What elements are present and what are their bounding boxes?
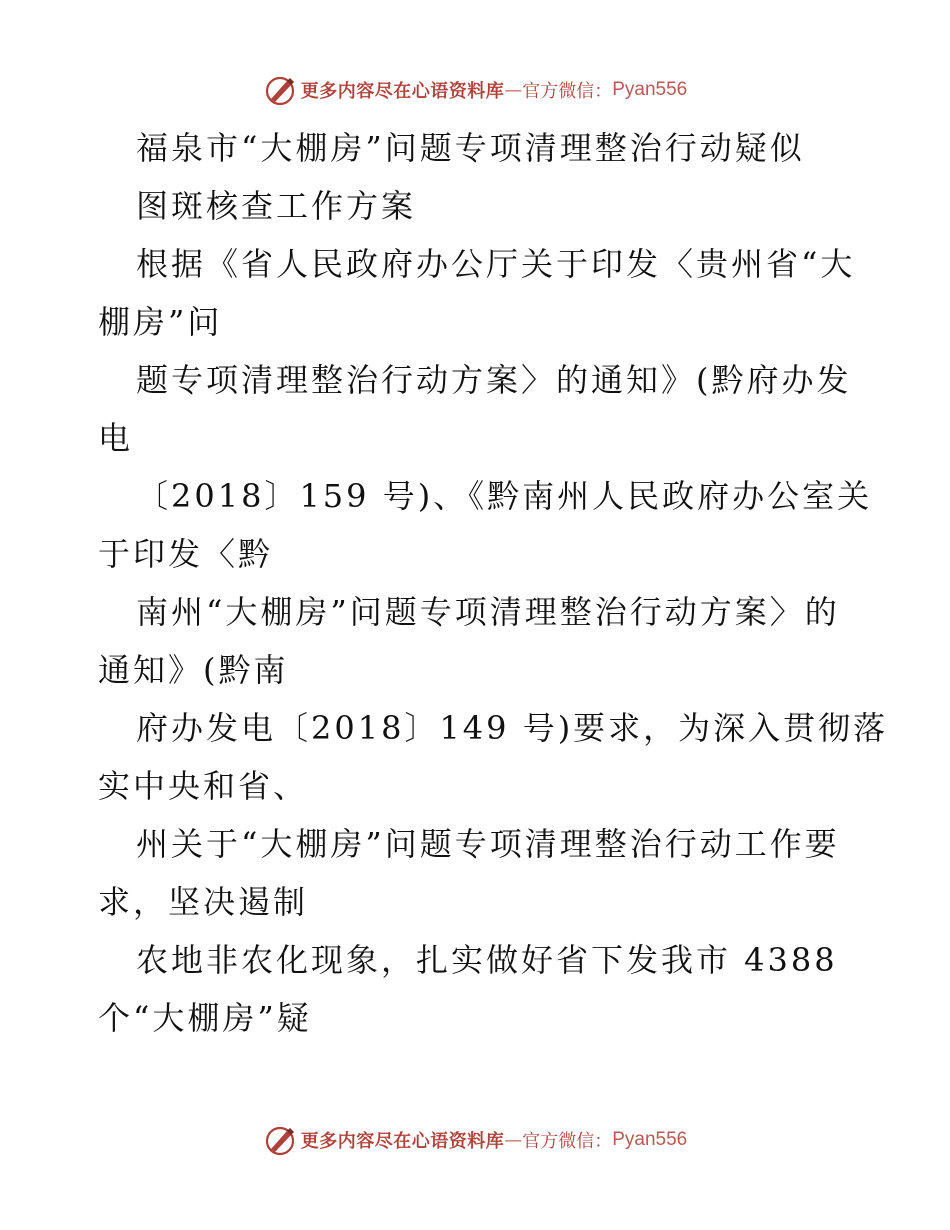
watermark-separator: — [504, 79, 523, 101]
watermark-wechat-id: Pyan556 [612, 1129, 688, 1150]
pen-logo-icon [263, 73, 297, 107]
watermark-wechat-id: Pyan556 [612, 79, 688, 100]
watermark-header [0, 70, 950, 110]
watermark-footer [0, 1120, 950, 1160]
watermark-text: 更多内容尽在心语资料库 [300, 81, 505, 102]
doc-line-8: 于印发〈黔 [98, 535, 274, 573]
doc-line-13: 州关于“大棚房”问题专项清理整治行动工作要 [136, 825, 840, 863]
doc-line-4: 棚房”问 [98, 303, 223, 341]
watermark-text: 更多内容尽在心语资料库 [300, 1131, 505, 1152]
doc-line-9: 南州“大棚房”问题专项清理整治行动方案〉的 [136, 593, 840, 631]
pen-logo-icon [263, 1123, 297, 1157]
doc-line-11: 府办发电〔2018〕149 号)要求，为深入贯彻落 [136, 709, 889, 747]
doc-line-16: 个“大棚房”疑 [98, 999, 312, 1037]
doc-line-10: 通知》(黔南 [98, 651, 289, 689]
doc-line-15: 农地非农化现象，扎实做好省下发我市 4388 [136, 941, 838, 979]
watermark-wechat-label: 官方微信： [522, 1131, 613, 1152]
doc-line-1: 福泉市“大棚房”问题专项清理整治行动疑似 [136, 129, 805, 167]
doc-line-2: 图斑核查工作方案 [136, 187, 417, 225]
doc-line-5: 题专项清理整治行动方案〉的通知》(黔府办发 [136, 361, 852, 399]
doc-line-3: 根据《省人民政府办公厅关于印发〈贵州省“大 [136, 245, 856, 283]
doc-line-14: 求，坚决遏制 [98, 883, 309, 921]
watermark-separator: — [504, 1129, 523, 1151]
doc-line-7: 〔2018〕159 号)、《黔南州人民政府办公室关 [136, 477, 873, 515]
watermark-wechat-label: 官方微信： [522, 81, 613, 102]
doc-line-12: 实中央和省、 [98, 767, 309, 805]
doc-line-6: 电 [98, 419, 134, 457]
